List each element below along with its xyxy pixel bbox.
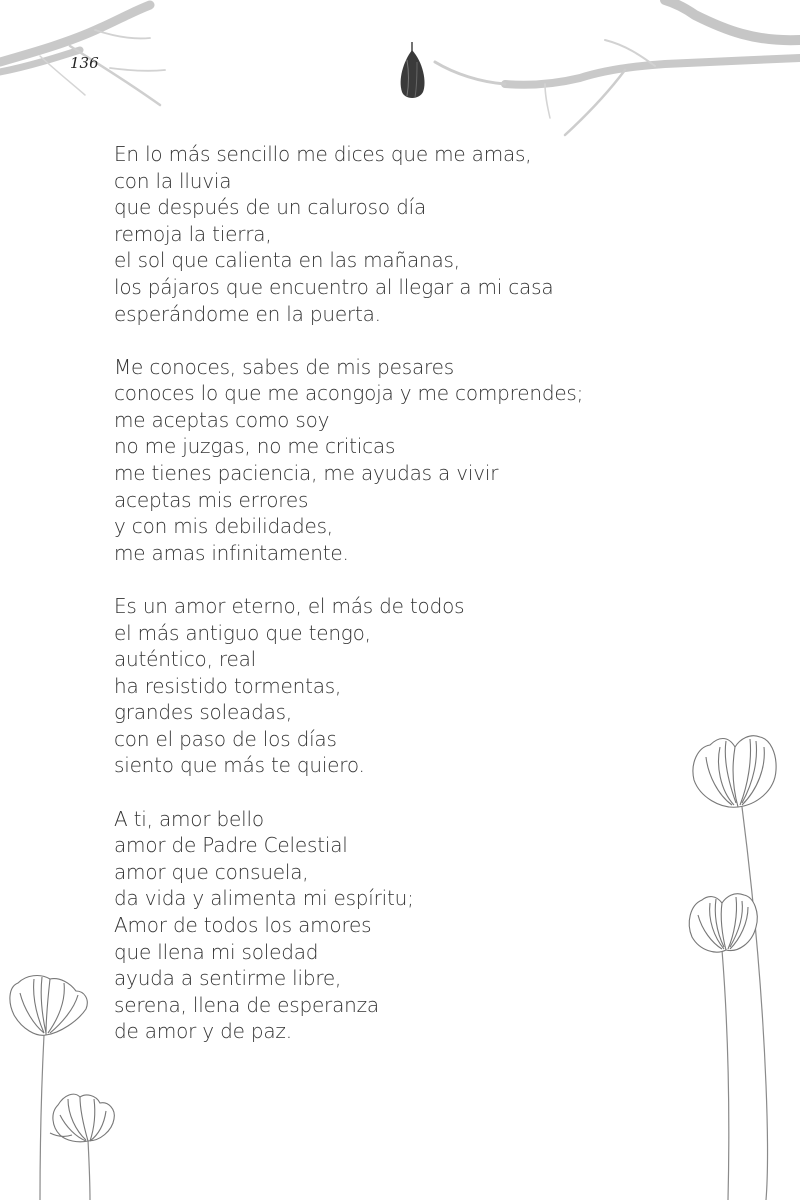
poem-line: me tienes paciencia, me ayudas a vivir <box>114 461 499 486</box>
poem-line: grandes soleadas, <box>114 700 293 725</box>
poem-line: Amor de todos los amores <box>114 912 372 937</box>
poem-line: ha resistido tormentas, <box>114 673 342 698</box>
poem-line: Me conoces, sabes de mis pesares <box>114 354 454 379</box>
poem-line: el sol que calienta en las mañanas, <box>114 248 460 273</box>
poem-line: da vida y alimenta mi espíritu; <box>114 886 414 911</box>
poem-line: siento que más te quiero. <box>114 753 365 778</box>
tree-branch-right-illustration <box>395 0 800 140</box>
poppy-flowers-right-illustration <box>680 725 790 1200</box>
poem-line: y con mis debilidades, <box>114 514 333 539</box>
poem-line: amor de Padre Celestial <box>114 833 348 858</box>
poem-line: amor que consuela, <box>114 859 309 884</box>
poem-line: A ti, amor bello <box>114 806 264 831</box>
poem-line: conoces lo que me acongoja y me comprendes; <box>114 381 584 406</box>
poem-line: que llena mi soledad <box>114 939 319 964</box>
poppy-flower-icon <box>10 976 87 1036</box>
poem-line: me amas infinitamente. <box>114 540 349 565</box>
poem-line: de amor y de paz. <box>114 1019 292 1044</box>
poem-line: esperándome en la puerta. <box>114 301 381 326</box>
stanza-1 <box>114 141 714 327</box>
poem-line: En lo más sencillo me dices que me amas, <box>114 142 532 166</box>
poem-line: que después de un caluroso día <box>114 195 426 220</box>
poppy-flower-icon <box>50 1094 114 1142</box>
page-number: 136 <box>70 54 99 72</box>
poppy-flower-icon <box>693 736 776 807</box>
poem-line: auténtico, real <box>114 647 257 672</box>
stanza-2 <box>114 354 714 567</box>
poem-line: el más antiguo que tengo, <box>114 620 371 645</box>
poppy-flower-icon <box>689 894 757 952</box>
poppy-flowers-left-illustration <box>0 965 125 1200</box>
poem-line: aceptas mis errores <box>114 487 309 512</box>
poem-line: serena, llena de esperanza <box>114 992 379 1017</box>
poem-line: Es un amor eterno, el más de todos <box>114 593 465 618</box>
poem-line: remoja la tierra, <box>114 221 272 246</box>
poem-line: con la lluvia <box>114 168 232 193</box>
poem-line: no me juzgas, no me criticas <box>114 434 396 459</box>
poem-line: los pájaros que encuentro al llegar a mi casa <box>114 274 554 299</box>
poem-line: ayuda a sentirme libre, <box>114 966 342 991</box>
stanza-4 <box>114 806 714 1045</box>
poem-line: con el paso de los días <box>114 726 337 751</box>
poem-line: me aceptas como soy <box>114 407 330 432</box>
poem-body <box>114 141 714 1071</box>
cocoon-icon <box>401 42 425 98</box>
stanza-3 <box>114 593 714 779</box>
